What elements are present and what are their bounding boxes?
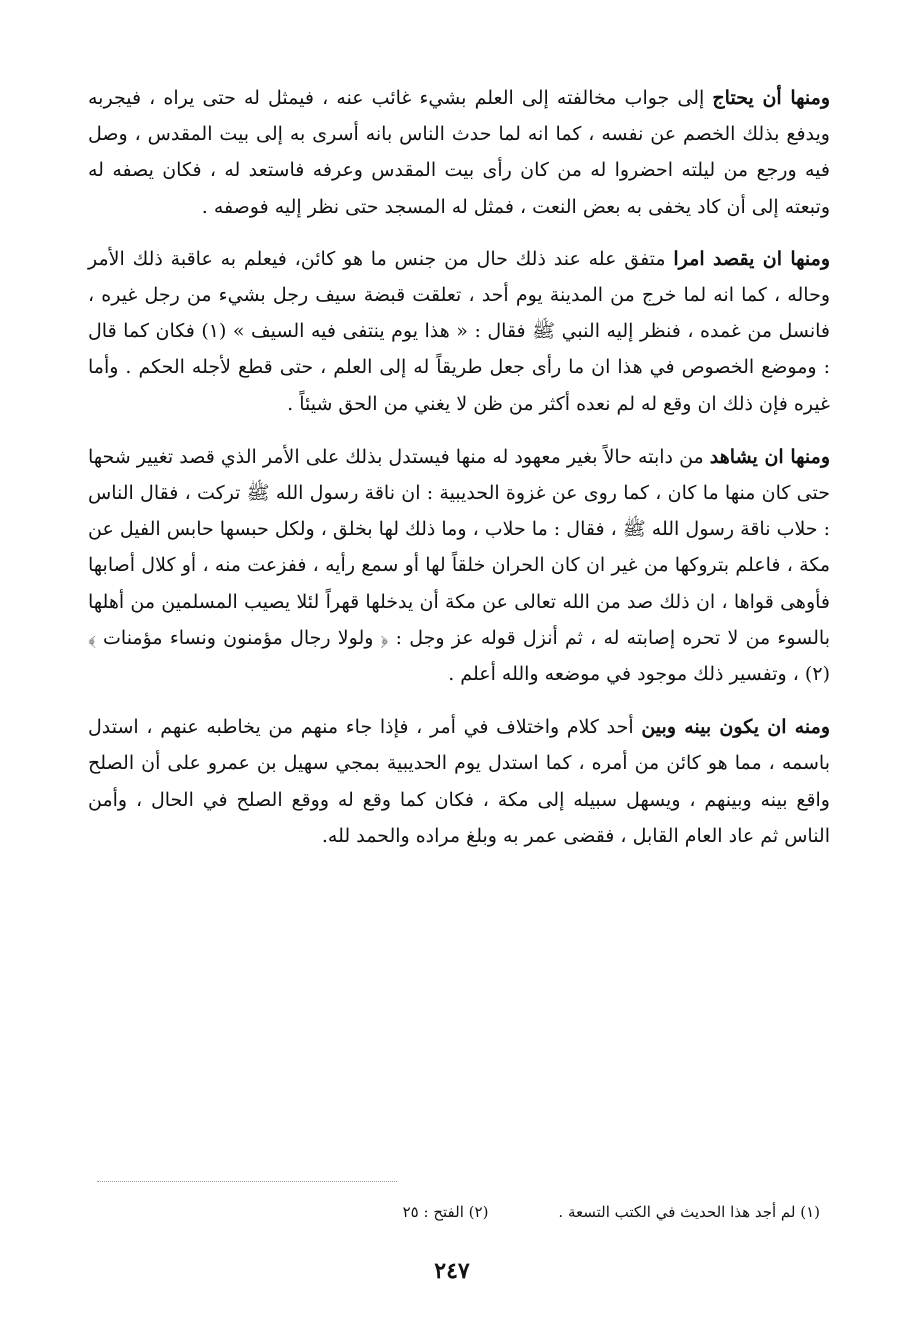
- footnotes: [200, 1198, 820, 1226]
- paragraph-3: [88, 439, 830, 692]
- page-number: ٢٤٧: [434, 1258, 470, 1284]
- paragraph-4-text: أحد كلام واختلاف في أمر ، فإذا جاء منهم من يخاطبه عنهم ، استدل باسمه ، مما هو كائن من أمره ، كما استدل يوم الحديبية بمجي سهيل بن عمرو على أن الصلح واقع بينه وبينهم ، ويسهل سبيله إلى مكة ، فكان كما وقع له ووقع الصلح في الحال ، وأمن الناس ثم عاد العام القابل ، فقضى عمر به وبلغ مراده والحمد لله.: [88, 716, 830, 847]
- footnote-1: (١) لم أجد هذا الحديث في الكتب التسعة .: [558, 1203, 820, 1221]
- paragraph-3-text: من دابته حالاً بغير معهود له منها فيستدل بذلك على الأمر الذي قصد تغيير شحها حتى كان منها ما كان ، كما روى عن غزوة الحديبية : ان ناقة رسول الله ﷺ تركت ، فقال الناس : حلاب ناقة رسول الله ﷺ ، فقال : ما حلاب ، وما ذلك لها بخلق ، ولكل حبسها حابس الفيل عن مكة ، فاعلم بتروكها من غير ان كان الحران خلقاً لها أو سمع رأيه ، ففزعت منه ، أو كلال أصابها فأوهى قواها ، ان ذلك صد من الله تعالى عن مكة أن يدخلها قهراً لئلا يصيب المسلمين من أهلها بالسوء من لا تحره إصابته له ، ثم أنزل قوله عز وجل : ﴿ ولولا رجال مؤمنون ونساء مؤمنات ﴾ (٢) ، وتفسير ذلك موجود في موضعه والله أعلم .: [88, 445, 831, 686]
- paragraph-2: [88, 241, 830, 422]
- paragraph-4-lead: ومنه ان يكون بينه وبين: [641, 716, 830, 739]
- footnote-divider: [97, 1181, 397, 1182]
- paragraph-4: [88, 709, 830, 854]
- paragraph-2-text: متفق عله عند ذلك حال من جنس ما هو كائن، فيعلم به عاقبة ذلك الأمر وحاله ، كما انه لما خرج من المدينة يوم أحد ، تعلقت قبضة سيف رجل بشيء من رجل غيره ، فانسل من غمده ، فنظر إليه النبي ﷺ فقال : « هذا يوم ينتفى فيه السيف » (١) فكان كما قال : وموضع الخصوص في هذا ان ما رأى جعل طريقاً له إلى العلم ، حتى قطع لأجله الحكم . وأما غيره فإن ذلك ان وقع له لم نعده أكثر من ظن لا يغني من الحق شيئاً .: [88, 247, 830, 415]
- footnote-2: (٢) الفتح : ٢٥: [402, 1203, 489, 1221]
- page-body: [88, 80, 830, 870]
- paragraph-3-lead: ومنها ان يشاهد: [709, 445, 830, 468]
- paragraph-1: [88, 80, 830, 225]
- paragraph-2-lead: ومنها ان يقصد امرا: [673, 247, 830, 270]
- paragraph-1-lead: ومنها أن يحتاج: [712, 87, 831, 109]
- paragraph-1-text: إلى جواب مخالفته إلى العلم بشيء غائب عنه ، فيمثل له حتى يراه ، فيجربه ويدفع بذلك الخصم عن نفسه ، كما انه لما حدث الناس بانه أسرى به إلى بيت المقدس ، وصل فيه ورجع من ليلته احضروا له من كان رأى بيت المقدس وعرفه فاستعد له ، فكان يصفه له وتبعته إلى أن كاد يخفى به بعض النعت ، فمثل له المسجد حتى نظر إليه فوصفه .: [88, 87, 830, 218]
